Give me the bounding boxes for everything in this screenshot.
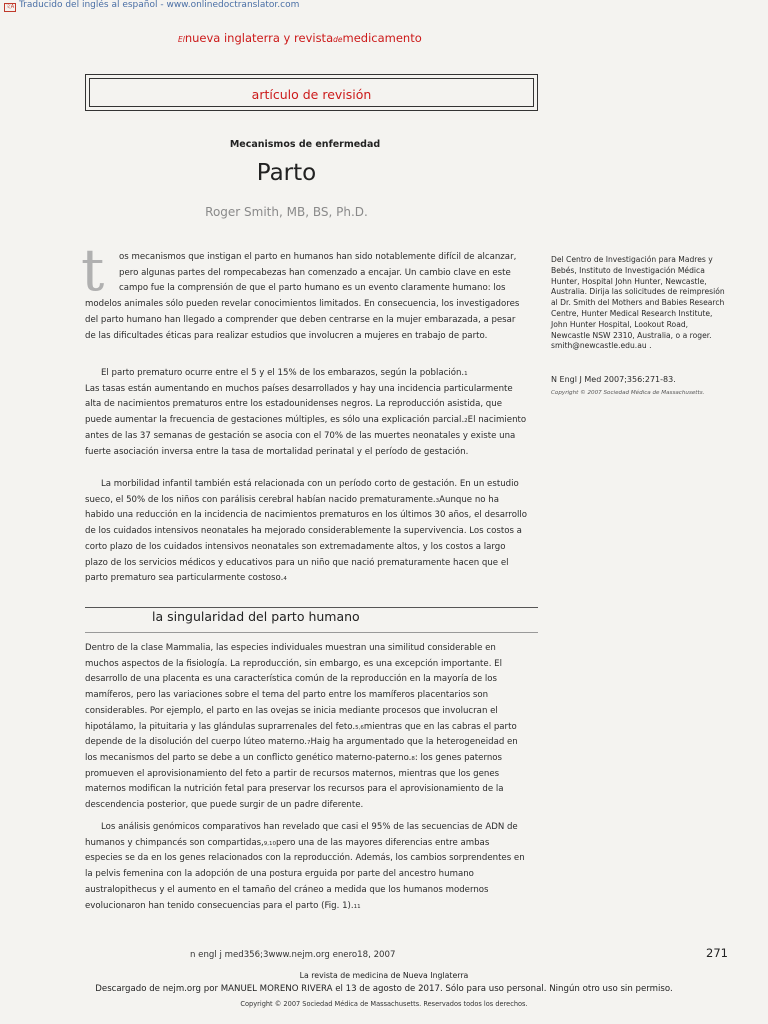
line-text: campo fue la comprensión de que el parto humano es un evento claramente humano: los [119, 283, 506, 294]
drop-cap: t [81, 236, 105, 304]
line-text: El parto prematuro ocurre entre el 5 y el 15% de los embarazos, según la población. [101, 368, 465, 378]
footer-copyright: Copyright © 2007 Sociedad Médica de Massachusetts. Reservados todos los derechos. [240, 1000, 528, 1008]
reference-marker[interactable]: 11 [353, 903, 361, 910]
subhead-rule-bottom [85, 632, 538, 633]
text-line [119, 266, 511, 282]
line-text: plazo de los servicios médicos y educativos para un niño que nació prematuramente hacen que el [85, 557, 509, 568]
line-text: desarrollo de una placenta es una característica común de la reproducción en la mayoría de los [85, 674, 498, 685]
text-line [85, 751, 502, 768]
reference-marker[interactable]: 4 [283, 576, 287, 583]
text-line [85, 735, 518, 752]
text-line [85, 704, 498, 720]
text-line [85, 508, 527, 524]
line-text: maternos modifican la nutrición fetal para preservar los recursos para el aprovisionamiento de la [85, 784, 504, 795]
affiliation-line: Bebés, Instituto de Investigación Médica [551, 265, 705, 275]
text-line [85, 851, 525, 867]
review-article-label: artículo de revisión [251, 87, 372, 102]
affiliation-line: smith@newcastle.edu.au . [551, 341, 652, 351]
line-text: de los cuidados intensivos neonatales ha mejorado considerablemente la supervivencia. Los costos a [85, 526, 522, 537]
line-text: evolucionaron han tenido consecuencias para el parto (Fig. 1). [85, 900, 354, 911]
affiliation-line: Australia. Dirija las solicitudes de reimpresión [551, 287, 725, 297]
affiliation-line: Newcastle NSW 2310, Australia, o a roger. [551, 330, 712, 340]
line-text-continued: Aunque no ha [439, 494, 499, 505]
line-text: sueco, el 50% de los niños con parálisis cerebral habían nacido prematuramente. [85, 494, 436, 505]
sidebar-copyright: Copyright © 2007 Sociedad Médica de Massachusetts. [551, 390, 705, 396]
line-text: australopithecus y el aumento en el tamaño del cráneo a medida que los humanos modernos [85, 884, 489, 895]
reference-marker[interactable]: 1 [464, 371, 468, 377]
line-text: promueven el aprovisionamiento del feto a partir de recursos maternos, mientras que los genes [85, 768, 500, 779]
line-text: humanos y chimpancés son compartidas, [85, 837, 264, 848]
line-text: alta de nacimientos prematuros entre los estadounidenses negros. La reproducción asistida, que [85, 399, 502, 410]
line-text-continued: Haig ha argumentado que la heterogeneidad en [310, 737, 518, 748]
author-affiliation [551, 255, 736, 352]
text-line [101, 820, 518, 836]
text-line [85, 836, 489, 853]
line-text: depende de la disolución del cuerpo lúteo materno. [85, 737, 307, 748]
text-line [85, 688, 488, 704]
line-text: Los análisis genómicos comparativos han revelado que casi el 95% de las secuencias de ADN de [101, 822, 518, 832]
journal-title-part1: nueva inglaterra y revista [184, 31, 334, 45]
text-line [85, 493, 499, 510]
text-line [85, 657, 502, 673]
citation: N Engl J Med 2007;356:271-83. [551, 375, 676, 384]
text-line [85, 883, 489, 899]
line-text: considerables. Por ejemplo, el parto en las ovejas se inicia mediante procesos que involucran el [85, 705, 498, 716]
line-text: habido una reducción en la incidencia de nacimientos prematuros en los últimos 30 años, el desarrollo [85, 510, 528, 521]
affiliation-line: al Dr. Smith del Mothers and Babies Research [551, 298, 725, 308]
line-text: pero algunas partes del rompecabezas han comenzado a encajar. Un cambio clave en este [119, 267, 511, 278]
line-text-continued: El nacimiento [467, 415, 527, 426]
line-text: parto prematuro sea particularmente costoso. [85, 573, 284, 584]
line-text: la pelvis femenina con la adopción de una postura erguida por parte del ancestro humano [85, 869, 474, 880]
reference-marker[interactable]: 9,10 [263, 840, 277, 847]
text-line [85, 313, 515, 329]
text-line [101, 366, 468, 383]
reference-marker[interactable]: 5,6 [355, 724, 364, 731]
text-line [85, 329, 487, 345]
article-title: Parto [256, 160, 317, 186]
journal-title [178, 31, 422, 45]
text-line [85, 720, 517, 737]
text-line [85, 571, 287, 588]
translator-banner[interactable] [4, 0, 299, 12]
text-line [85, 429, 515, 445]
text-line [85, 767, 499, 783]
line-text-continued: : los genes paternos [414, 752, 503, 763]
footer-download-notice: Descargado de nejm.org por MANUEL MORENO RIVERA el 13 de agosto de 2017. Sólo para uso personal. Ningún otro uso sin permiso. [95, 984, 673, 994]
text-line [85, 867, 474, 883]
text-line [85, 798, 363, 814]
text-line [85, 556, 509, 572]
text-line [85, 297, 519, 313]
review-article-box [85, 74, 538, 111]
line-text: muchos aspectos de la fisiología. La reproducción, sin embargo, es una excepción importante. El [85, 658, 502, 669]
line-text: modelos animales sólo pueden revelar conocimientos limitados. En consecuencia, los investigadores [85, 299, 520, 310]
section-subheading: la singularidad del parto humano [152, 609, 360, 624]
affiliation-line: Centre, Hunter Medical Research Institute, [551, 308, 713, 318]
line-text: los mecanismos del parto se debe a un conflicto genético materno-paterno. [85, 752, 412, 763]
line-text: Las tasas están aumentando en muchos países desarrollados y hay una incidencia particularmente [85, 383, 513, 394]
translate-icon: 文A [5, 4, 15, 10]
text-line [85, 397, 502, 413]
affiliation-line: John Hunter Hospital, Lookout Road, [551, 319, 689, 329]
text-line [85, 524, 522, 540]
line-text: mamíferos, pero las variaciones sobre el tema del parto entre los mamíferos placentarios son [85, 690, 489, 701]
line-text: os mecanismos que instigan el parto en humanos han sido notablemente difícil de alcanzar, [119, 252, 517, 262]
section-label: Mecanismos de enfermedad [229, 139, 381, 150]
text-line [85, 672, 497, 688]
line-text: descendencia posterior, que puede surgir de un padre diferente. [85, 800, 364, 810]
text-line [85, 382, 513, 398]
footer-journal-name: La revista de medicina de Nueva Inglaterra [299, 971, 469, 980]
affiliation-line: Hunter, Hospital John Hunter, Newcastle, [551, 276, 707, 286]
line-text-continued: mientras que en las cabras el parto [363, 721, 517, 732]
text-line [119, 281, 506, 297]
text-line [85, 641, 496, 657]
page-number: 271 [706, 946, 728, 960]
subhead-rule-top [85, 607, 538, 608]
affiliation-line: Del Centro de Investigación para Madres y [551, 255, 713, 264]
author-byline: Roger Smith, MB, BS, Ph.D. [205, 205, 368, 219]
line-text: puede aumentar la frecuencia de gestaciones múltiples, es sólo una explicación parcial. [85, 415, 465, 426]
footer-journal-info: n engl j med356;3www.nejm.org enero18, 2007 [190, 950, 396, 960]
line-text: del parto humano han llegado a comprender que deben centrarse en la mujer embarazada, a pesar [85, 314, 516, 325]
text-line [85, 782, 504, 798]
line-text: fuerte asociación inversa entre la tasa de mortalidad perinatal y el período de gestación. [85, 446, 469, 457]
line-text: hipotálamo, la pituitaria y las glándulas suprarrenales del feto. [85, 721, 356, 732]
text-line [85, 899, 361, 916]
text-line [101, 477, 519, 493]
text-line [85, 445, 468, 461]
line-text: La morbilidad infantil también está relacionada con un período corto de gestación. En un estudio [101, 479, 519, 489]
line-text: corto plazo de los cuidados intensivos neonatales son extremadamente altos, y los costos a largo [85, 541, 506, 552]
line-text: especies se da en los genes relacionados con la reproducción. Además, los cambios sorprendentes en [85, 853, 525, 864]
text-line [85, 540, 506, 556]
reference-marker[interactable]: 2 [464, 418, 468, 425]
journal-title-part2: medicamento [342, 31, 422, 45]
reference-marker[interactable]: 7 [306, 740, 311, 747]
journal-title-small: de [333, 35, 343, 44]
translator-link[interactable]: Traducido del inglés al español - www.onlinedoctranslator.com [19, 0, 300, 10]
line-text: Dentro de la clase Mammalia, las especies individuales muestran una similitud considerable en [85, 643, 496, 653]
reference-marker[interactable]: 8 [411, 755, 415, 762]
line-text: de las dificultades éticas para realizar estudios que involucren a mujeres en trabajo de parto. [85, 330, 488, 341]
text-line [85, 413, 526, 430]
review-article-box-inner [89, 78, 534, 107]
line-text: antes de las 37 semanas de gestación se asocia con el 70% de las muertes neonatales y existe una [85, 430, 516, 441]
line-text-continued: pero una de las mayores diferencias entre ambas [276, 837, 490, 848]
reference-marker[interactable]: 3 [435, 497, 440, 504]
journal-title-prefix: El [178, 35, 185, 44]
text-line [119, 250, 516, 266]
